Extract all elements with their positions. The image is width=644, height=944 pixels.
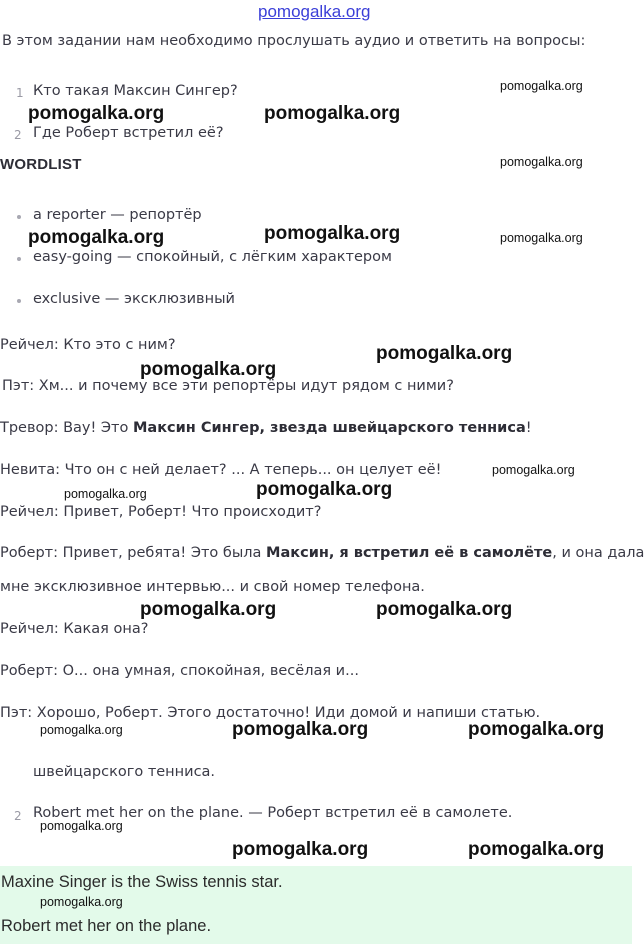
watermark: pomogalka.org <box>40 819 123 833</box>
watermark: pomogalka.org <box>232 719 369 740</box>
watermark: pomogalka.org <box>500 231 583 245</box>
watermark: pomogalka.org <box>232 839 369 860</box>
watermark: pomogalka.org <box>28 103 165 124</box>
bold-phrase: Максин Сингер, звезда швейцарского тенниса <box>133 420 526 436</box>
final-answer: Maxine Singer is the Swiss tennis star. <box>1 873 283 891</box>
dialogue-line: мне эксклюзивное интервью... и свой номер телефона. <box>0 579 425 595</box>
wordlist-item: easy-going — спокойный, с лёгким характером <box>33 249 392 265</box>
question-text: Где Роберт встретил её? <box>33 125 224 141</box>
watermark: pomogalka.org <box>376 599 513 620</box>
dialogue-line: Тревор: Вау! Это Максин Сингер, звезда швейцарского тенниса! <box>0 420 532 436</box>
dialogue-line: Пэт: Хм... и почему все эти репортёры идут рядом с ними? <box>2 378 454 394</box>
watermark: pomogalka.org <box>500 79 583 93</box>
wordlist-heading: WORDLIST <box>0 156 82 173</box>
answer-number: 2 <box>14 809 22 823</box>
watermark: pomogalka.org <box>256 479 393 500</box>
watermark: pomogalka.org <box>264 223 401 244</box>
wordlist-item: a reporter — репортёр <box>33 207 202 223</box>
dialogue-line: Роберт: О... она умная, спокойная, весёлая и... <box>0 663 359 679</box>
watermark: pomogalka.org <box>140 599 277 620</box>
bullet-icon <box>17 215 21 219</box>
question-number: 1 <box>16 86 24 100</box>
answer-continuation: швейцарского тенниса. <box>33 764 216 780</box>
watermark: pomogalka.org <box>376 343 513 364</box>
watermark: pomogalka.org <box>492 463 575 477</box>
dialogue-line: Рейчел: Кто это с ним? <box>0 337 176 353</box>
watermark: pomogalka.org <box>28 227 165 248</box>
bullet-icon <box>17 299 21 303</box>
watermark: pomogalka.org <box>40 895 123 909</box>
watermark: pomogalka.org <box>40 723 123 737</box>
wordlist-item: exclusive — эксклюзивный <box>33 291 235 307</box>
question-number: 2 <box>14 128 22 142</box>
question-text: Кто такая Максин Сингер? <box>33 83 238 99</box>
watermark: pomogalka.org <box>468 719 605 740</box>
dialogue-line: Пэт: Хорошо, Роберт. Этого достаточно! Иди домой и напиши статью. <box>0 705 541 721</box>
watermark: pomogalka.org <box>468 839 605 860</box>
watermark: pomogalka.org <box>264 103 401 124</box>
intro-text: В этом задании нам необходимо прослушать аудио и ответить на вопросы: <box>2 33 586 49</box>
site-link[interactable]: pomogalka.org <box>258 2 371 21</box>
answer-text: Robert met her on the plane. — Роберт встретил её в самолете. <box>33 805 513 821</box>
final-answer: Robert met her on the plane. <box>1 917 212 935</box>
dialogue-line: Роберт: Привет, ребята! Это была Максин, я встретил её в самолёте, и она дала <box>0 545 644 561</box>
dialogue-line: Невита: Что он с ней делает? ... А теперь... он целует её! <box>0 462 442 478</box>
bullet-icon <box>17 257 21 261</box>
watermark: pomogalka.org <box>500 155 583 169</box>
watermark: pomogalka.org <box>64 487 147 501</box>
dialogue-line: Рейчел: Привет, Роберт! Что происходит? <box>0 504 322 520</box>
dialogue-line: Рейчел: Какая она? <box>0 621 149 637</box>
bold-phrase: Максин, я встретил её в самолёте <box>266 545 553 561</box>
watermark: pomogalka.org <box>140 359 277 380</box>
